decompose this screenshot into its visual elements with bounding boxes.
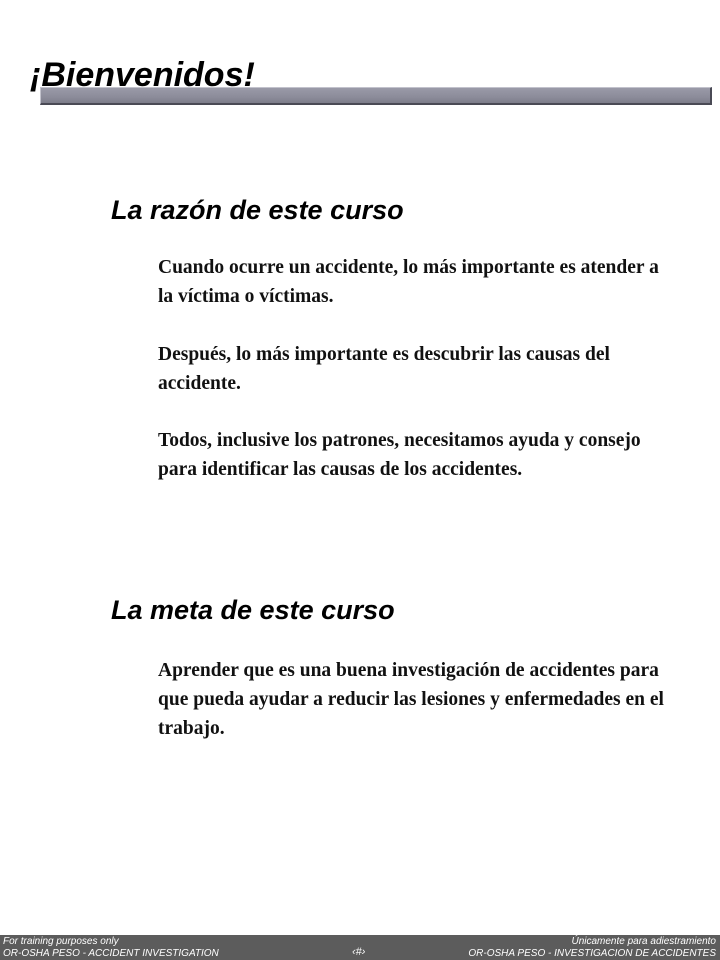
slide-title: ¡Bienvenidos! [30, 56, 255, 94]
goal-paragraph: Aprender que es una buena investigación de accidentes para que pueda ayudar a reducir las lesiones y enfermedades en el trabajo. [158, 660, 664, 739]
footer-left-line2: OR-OSHA PESO - ACCIDENT INVESTIGATION [3, 948, 219, 959]
section-heading-goal: La meta de este curso [111, 595, 395, 625]
reason-paragraph-2: Después, lo más importante es descubrir las causas del accidente. [158, 344, 610, 394]
section-heading-reason: La razón de este curso [111, 195, 404, 225]
reason-paragraph-1: Cuando ocurre un accidente, lo más importante es atender a la víctima o víctimas. [158, 257, 659, 307]
footer-left-line1: For training purposes only [3, 936, 119, 947]
reason-paragraph-3: Todos, inclusive los patrones, necesitamos ayuda y consejo para identificar las causas de los accidentes. [158, 430, 641, 480]
footer-bar [0, 935, 720, 960]
footer-right-line1: Únicamente para adiestramiento [571, 936, 716, 947]
footer-page-number: ‹#› [352, 946, 366, 958]
footer-right-line2: OR-OSHA PESO - INVESTIGACION DE ACCIDENTES [468, 948, 716, 959]
